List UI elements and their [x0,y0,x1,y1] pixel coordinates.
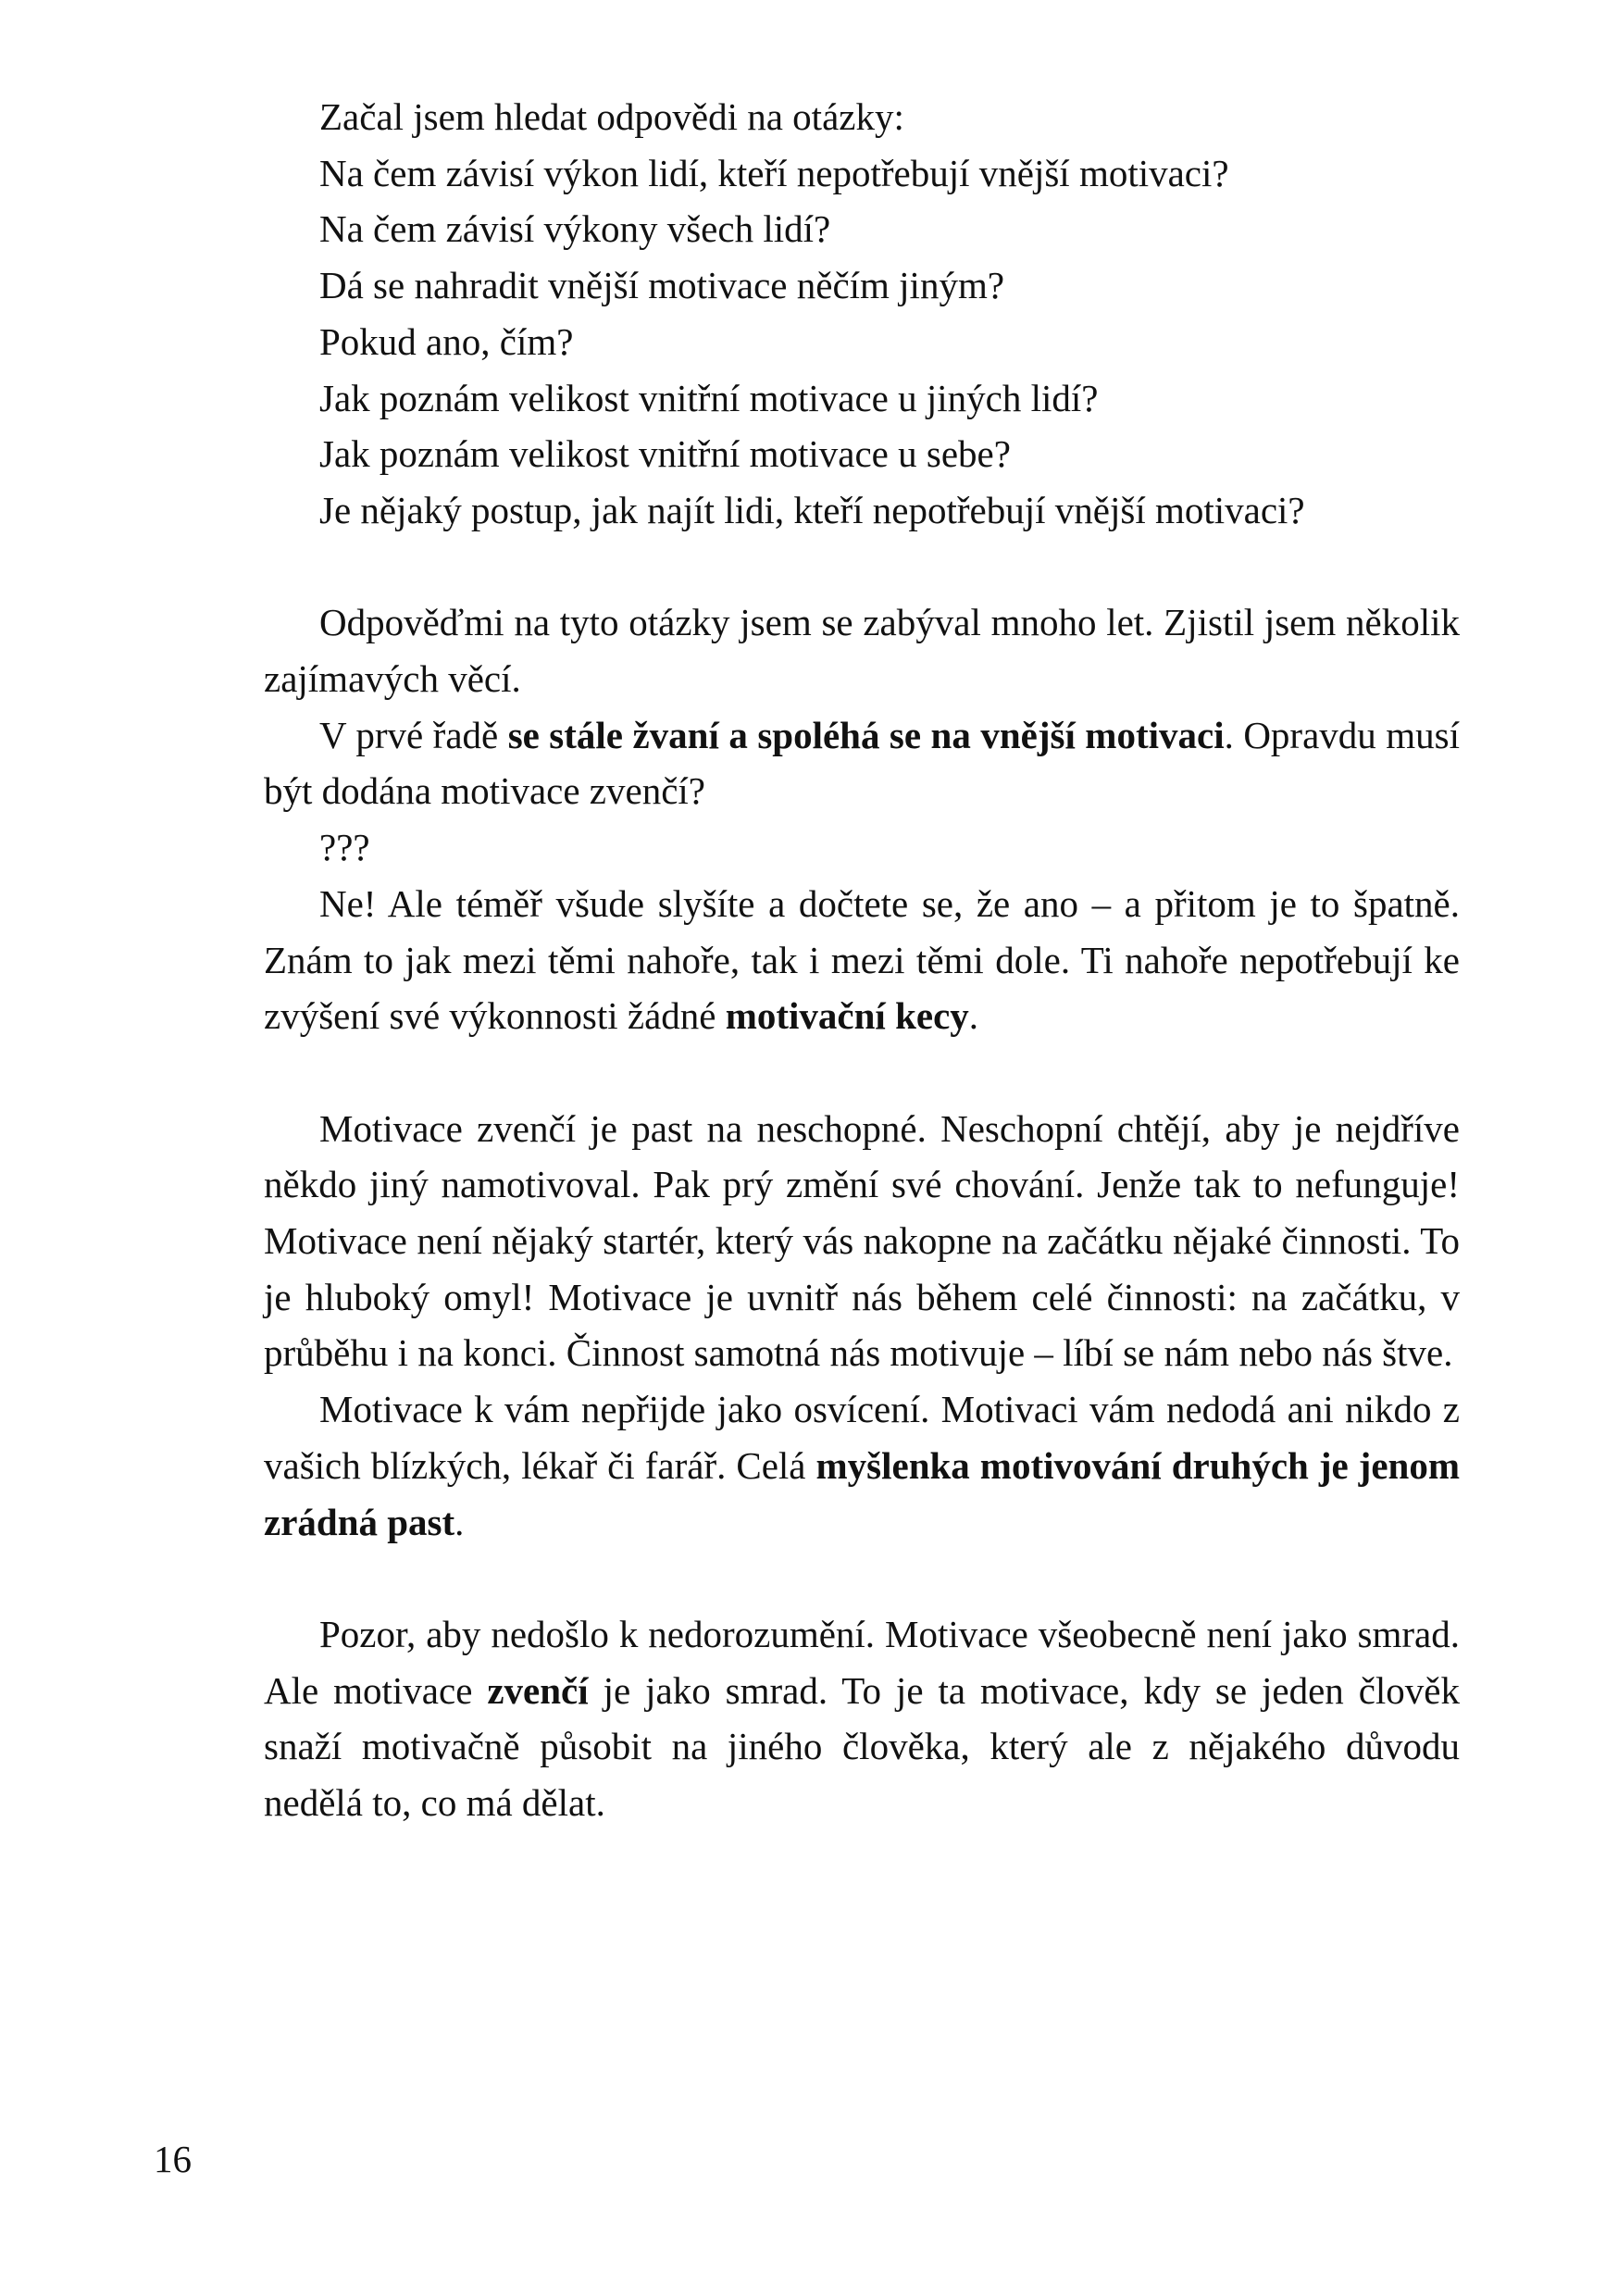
emphasis-text: myšlenka motivování druhých je jenom zrádná past [264,1443,1460,1543]
paragraph [264,1381,1460,1550]
question-line: Na čem závisí výkon lidí, kteří nepotřebují vnější motivaci? [319,151,1229,194]
paragraph: Motivace zvenčí je past na neschopné. Neschopní chtějí, aby je nejdříve někdo jiný namotivoval. Pak prý změní své chování. Jenže tak to nefunguje! Motivace není nějaký startér, který vás nakopne na začátku nějaké činnosti. To je hluboký omyl! Motivace je uvnitř nás během celé činnosti: na začátku, v průběhu i na konci. Činnost samotná nás motivuje – líbí se nám nebo nás štve. [264,1106,1460,1375]
paragraph: ??? [319,826,370,869]
paragraph: Odpověďmi na tyto otázky jsem se zabýval mnoho let. Zjistil jsem několik zajímavých věcí. [264,601,1460,701]
page-body [264,89,1460,1831]
question-line: Je nějaký postup, jak najít lidi, kteří nepotřebují vnější motivaci? [319,488,1305,531]
paragraph [264,876,1460,1044]
question-line: Jak poznám velikost vnitřní motivace u jiných lidí? [319,376,1099,419]
emphasis-text: motivační kecy [725,994,969,1038]
section-external-motivation [264,1101,1460,1551]
paragraph-text: je jako smrad. To je ta motivace, kdy se jeden člověk snaží motivačně působit na jiného člověka, který ale z nějakého důvodu nedělá to, co má dělat. [264,1668,1460,1825]
question-line: Na čem závisí výkony všech lidí? [319,207,831,251]
paragraph-text: . Opravdu musí být dodána motivace zvenčí? [264,713,1460,813]
paragraph-text: V prvé řadě [319,713,508,756]
section-gap [264,1044,1460,1101]
paragraph-text: Ne! Ale téměř všude slyšíte a dočtete se, že ano – a přitom je to špatně. Znám to jak mezi těmi nahoře, tak i mezi těmi dole. Ti nahoře nepotřebují ke zvýšení své výkonnosti žádné [264,881,1460,1038]
section-answers [264,594,1460,1044]
question-intro: Začal jsem hledat odpovědi na otázky: [319,95,904,138]
paragraph-text: Motivace k vám nepřijde jako osvícení. Motivaci vám nedodá ani nikdo z vašich blízkých, lékař či farář. Celá [264,1388,1460,1487]
question-line: Jak poznám velikost vnitřní motivace u sebe? [319,432,1011,476]
emphasis-text: zvenčí [487,1668,589,1712]
question-list [264,89,1460,539]
paragraph-text: . [454,1500,465,1543]
paragraph-text: . [968,994,979,1038]
paragraph [264,707,1460,819]
section-gap [264,539,1460,595]
paragraph-text: Pozor, aby nedošlo k nedorozumění. Motivace všeobecně není jako smrad. Ale motivace [264,1612,1460,1712]
section-clarification [264,1606,1460,1831]
question-line: Dá se nahradit vnější motivace něčím jiným? [319,264,1005,307]
emphasis-text: se stále žvaní a spoléhá se na vnější motivaci [507,713,1225,756]
question-line: Pokud ano, čím? [319,319,574,363]
page-number: 16 [154,2138,192,2180]
paragraph [264,1606,1460,1831]
section-gap [264,1550,1460,1606]
